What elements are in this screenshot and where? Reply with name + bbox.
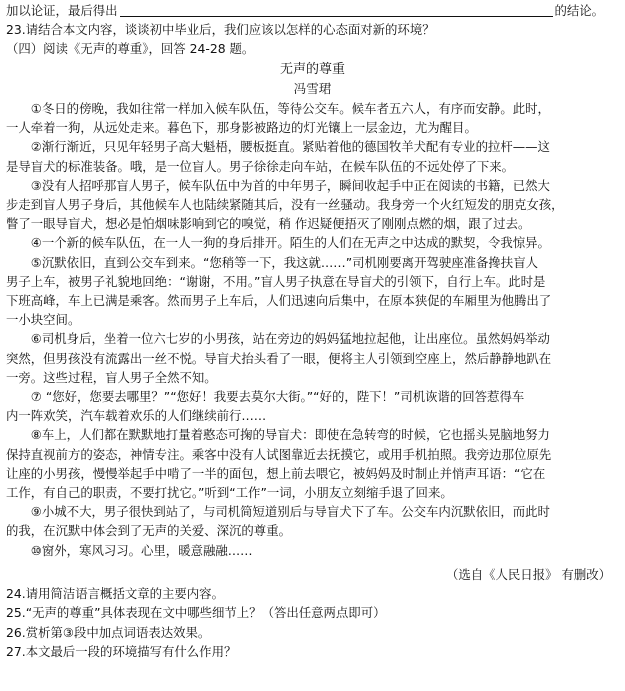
- paragraph-line: ⑨小城不大，男子很快到站了，与司机简短道别后与导盲犬下了车。公交车内沉默依旧，而此时: [30, 504, 550, 520]
- paragraph-line: ④一个新的候车队伍，在一人一狗的身后排开。陌生的人们在无声之中达成的默契，令我惊异。: [30, 235, 550, 251]
- question-item: 26.赏析第③段中加点词语表达效果。: [6, 624, 211, 640]
- paragraph-line: ③没有人招呼那盲人男子，候车队伍中为首的中年男子，瞬间收起手中正在阅读的书籍，已然大: [30, 177, 550, 193]
- paragraph-line: 工作，有自己的职责，不要打扰它。”听到“工作”一词，小朋友立刻缩手退了回来。: [6, 485, 453, 501]
- paragraph-line: 保持直视前方的姿态，神情专注。乘客中没有人试图靠近去抚摸它，或用手机拍照。我旁边那位原先: [6, 446, 552, 462]
- paragraph-line: 下班高峰，车上已满是乘客。然而男子上车后，人们迅速向后集中，在原本狭促的车厢里为他腾出了: [6, 293, 552, 309]
- article-author: 冯雪珺: [293, 80, 332, 96]
- question-item: 27.本文最后一段的环境描写有什么作用？: [6, 643, 237, 659]
- paragraph-line: 内一阵欢笑，汽车载着欢乐的人们继续前行……: [6, 408, 267, 424]
- question-23: 23.请结合本文内容，谈谈初中毕业后，我们应该以怎样的心态面对新的环境？: [6, 22, 435, 38]
- paragraph-line: 一人牵着一狗，从远处走来。暮色下，那身影被路边的灯光镶上一层金边，尤为醒目。: [6, 120, 477, 136]
- fill-in-suffix: 的结论。: [554, 3, 605, 18]
- paragraph-line: ⑩窗外，寒风习习。心里，暖意融融……: [30, 542, 253, 558]
- paragraph-line: 的我，在沉默中体会到了无声的关爱、深沉的尊重。: [6, 523, 291, 539]
- paragraph-line: 瞥了一眼导盲犬，想必是怕烟味影响到它的嗅觉，稍 作迟疑便捂灭了刚刚点燃的烟，跟了过去。: [6, 216, 531, 232]
- paragraph-line: ⑧车上，人们都在默默地打量着憨态可掬的导盲犬：即使在急转弯的时候，它也摇头晃脑地努力: [30, 427, 550, 443]
- question-item: 24.请用简洁语言概括文章的主要内容。: [6, 586, 224, 602]
- fill-in-line: [6, 1, 619, 20]
- answer-blank[interactable]: [120, 3, 553, 17]
- paragraph-line: ①冬日的傍晚，我如往常一样加入候车队伍，等待公交车。候车者五六人，有序而安静。此时，: [30, 101, 550, 117]
- paragraph-line: 突然，但男孩没有流露出一丝不悦。导盲犬抬头看了一眼，便将主人引领到空座上，然后静静地趴在: [6, 350, 552, 366]
- paragraph-line: ⑤沉默依旧，直到公交车到来。“您稍等一下，我这就……”司机刚要离开驾驶座准备搀扶盲人: [30, 254, 538, 270]
- paragraph-line: 让座的小男孩，慢慢举起手中啃了一半的面包，想上前去喂它，被妈妈及时制止并悄声耳语：“它在: [6, 465, 546, 481]
- paragraph-line: ⑦ “您好，您要去哪里？”“您好！我要去莫尔大街。”“好的，陛下！”司机诙谐的回答惹得车: [30, 389, 525, 405]
- question-list: [6, 584, 619, 661]
- paragraph-line: 一小块空间。: [6, 312, 81, 328]
- question-item: 25.“无声的尊重”具体表现在文中哪些细节上？（答出任意两点即可）: [6, 605, 386, 621]
- paragraph-line: 是导盲犬的标准装备。哦，是一位盲人。男子徐徐走向车站，在候车队伍的不远处停了下来。: [6, 158, 515, 174]
- paragraph-line: 男子上车，被男子礼貌地回绝：“谢谢，不用。”盲人男子执意在导盲犬的引领下，自行上车。此时是: [6, 273, 546, 289]
- fill-in-prefix: 加以论证，最后得出: [6, 3, 118, 18]
- paragraph-line: 一旁。这些过程，盲人男子全然不知。: [6, 369, 217, 385]
- article-title: 无声的尊重: [279, 61, 345, 77]
- paragraph-line: 步走到盲人男子身后，其他候车人也陆续紧随其后，没有一丝骚动。我身旁一个火红短发的朋克女孩，: [6, 197, 564, 213]
- section-heading: （四）阅读《无声的尊重》，回答 24-28 题。: [6, 41, 255, 57]
- paragraph-line: ②渐行渐近，只见年轻男子高大魁梧，腰板挺直。紧贴着他的德国牧羊犬配有专业的拉杆——这: [30, 139, 550, 155]
- article-source: （选自《人民日报》 有删改）: [445, 566, 611, 582]
- article-body: [6, 99, 619, 560]
- paragraph-line: ⑥司机身后，坐着一位六七岁的小男孩，站在旁边的妈妈猛地拉起他，让出座位。虽然妈妈举动: [30, 331, 550, 347]
